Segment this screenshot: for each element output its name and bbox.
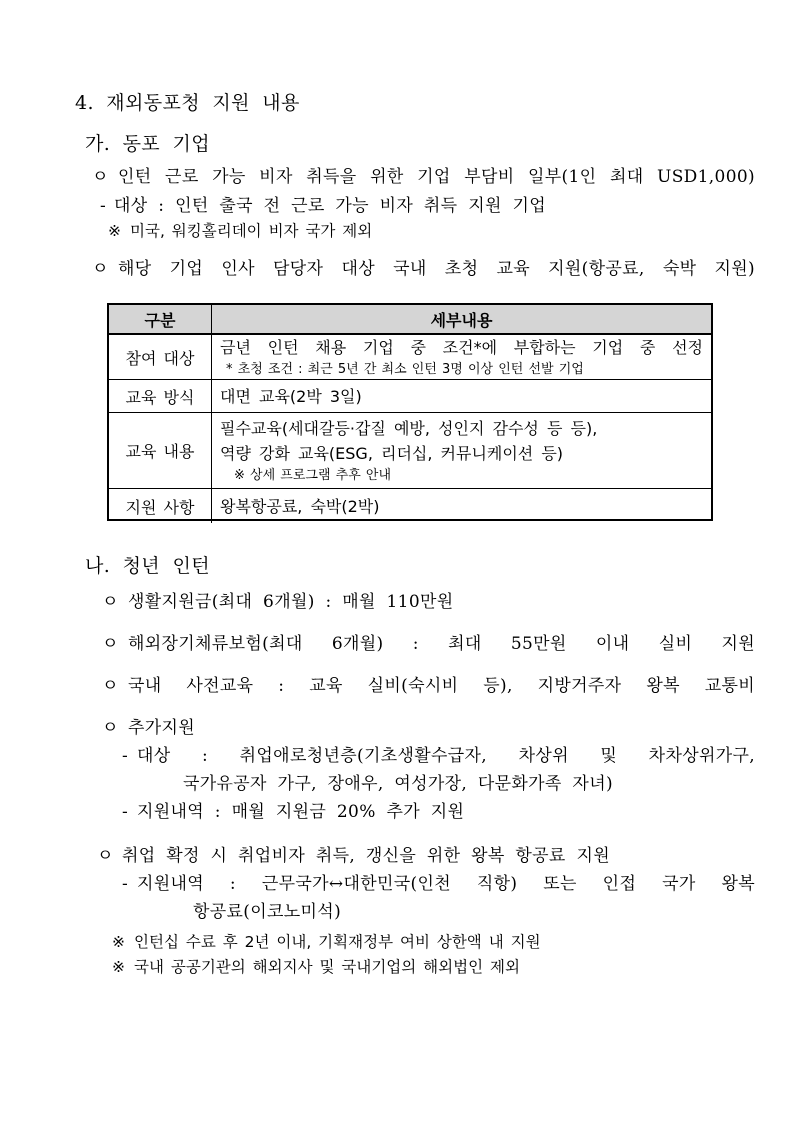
na-item4 — [102, 716, 755, 740]
na-item4-sub2 — [122, 800, 755, 824]
na-item5-text: 취업 확정 시 취업비자 취득, 갱신을 위한 왕복 항공료 지원 — [122, 846, 610, 866]
ga-item1-sub-text: 대상 : 인턴 출국 전 근로 가능 비자 취득 지원 기업 — [114, 196, 546, 216]
row-line2-text: 역량 강화 교육(ESG, 리더십, 커뮤니케이션 등) — [220, 444, 564, 463]
dash-bullet: - — [122, 802, 129, 822]
na-item5-note1-text: 인턴십 수료 후 2년 이내, 기획재정부 여비 상한액 내 지원 — [134, 933, 541, 951]
na-item5-sub — [122, 872, 755, 896]
row-label: 지원 사항 — [109, 489, 212, 523]
na-item4-sub1-line1: 대상 : 취업애로청년층(기초생활수급자, 차상위 및 차차상위가구, — [137, 746, 755, 766]
support-table — [107, 303, 713, 521]
ga-item1-text: 인턴 근로 가능 비자 취득을 위한 기업 부담비 일부(1인 최대 USD1,000) — [118, 167, 755, 187]
na-item4-sub1-line2: 국가유공자 가구, 장애우, 여성가장, 다문화가족 자녀) — [183, 774, 613, 794]
circle-bullet: ㅇ — [92, 259, 109, 279]
na-item3 — [102, 674, 755, 698]
na-item5-sub-line1: 지원내역 : 근무국가↔대한민국(인천 직항) 또는 인접 국가 왕복 — [137, 874, 755, 894]
na-item5 — [97, 844, 755, 868]
table-row — [109, 413, 711, 489]
circle-bullet: ㅇ — [102, 592, 119, 612]
row-line1-text: 필수교육(세대갈등·갑질 예방, 성인지 감수성 등 등), — [220, 419, 598, 438]
ga-item1-note — [108, 220, 748, 242]
na-item1 — [102, 590, 755, 614]
row-main-text: 금년 인턴 채용 기업 중 조건*에 부합하는 기업 중 선정 — [220, 338, 703, 357]
na-item4-text: 추가지원 — [128, 718, 196, 738]
na-item5-note2-text: 국내 공공기관의 해외지사 및 국내기업의 해외법인 제외 — [134, 958, 520, 976]
circle-bullet: ㅇ — [102, 634, 119, 654]
na-item5-note2 — [112, 956, 752, 978]
ga-item1 — [92, 165, 755, 189]
note-mark: ※ — [108, 222, 121, 240]
circle-bullet: ㅇ — [102, 718, 119, 738]
table-row — [109, 380, 711, 413]
na-item5-sub-line2: 항공료(이코노미석) — [193, 902, 342, 922]
row-label: 교육 내용 — [109, 413, 212, 488]
table-header-row — [109, 305, 711, 335]
table-row — [109, 335, 711, 380]
row-main-text: 대면 교육(2박 3일) — [220, 386, 362, 406]
ga-item2-text: 해당 기업 인사 담당자 대상 국내 초청 교육 지원(항공료, 숙박 지원) — [118, 259, 755, 279]
section-na-heading: 나. 청년 인턴 — [85, 555, 210, 577]
table-header-detail: 세부내용 — [430, 310, 493, 330]
na-item2 — [102, 632, 755, 656]
note-mark: ※ — [112, 933, 125, 951]
dash-bullet: - — [100, 196, 107, 216]
dash-bullet: - — [122, 874, 129, 894]
note-mark: ※ — [112, 958, 125, 976]
table-row — [109, 489, 711, 523]
dash-bullet: - — [122, 746, 129, 766]
circle-bullet: ㅇ — [92, 167, 109, 187]
section-ga-heading: 가. 동포 기업 — [85, 133, 210, 155]
row-label: 참여 대상 — [109, 335, 212, 379]
na-item1-text: 생활지원금(최대 6개월) : 매월 110만원 — [128, 592, 454, 612]
row-note-text: * 초청 조건 : 최근 5년 간 최소 인턴 3명 이상 인턴 선발 기업 — [226, 362, 584, 377]
document-title: 4. 재외동포청 지원 내용 — [75, 92, 300, 114]
ga-item1-sub — [100, 194, 740, 218]
na-item2-text: 해외장기체류보험(최대 6개월) : 최대 55만원 이내 실비 지원 — [128, 634, 755, 654]
circle-bullet: ㅇ — [102, 676, 119, 696]
row-note-text: ※ 상세 프로그램 추후 안내 — [234, 468, 392, 483]
ga-item2 — [92, 257, 755, 281]
ga-item1-note-text: 미국, 워킹홀리데이 비자 국가 제외 — [130, 222, 373, 240]
na-item4-sub2-text: 지원내역 : 매월 지원금 20% 추가 지원 — [137, 802, 465, 822]
row-main-text: 왕복항공료, 숙박(2박) — [220, 496, 380, 516]
row-label: 교육 방식 — [109, 380, 212, 412]
circle-bullet: ㅇ — [97, 846, 114, 866]
table-header-gubun: 구분 — [109, 305, 212, 333]
na-item4-sub1 — [122, 744, 755, 768]
na-item5-note1 — [112, 931, 752, 953]
na-item3-text: 국내 사전교육 : 교육 실비(숙시비 등), 지방거주자 왕복 교통비 — [128, 676, 755, 696]
